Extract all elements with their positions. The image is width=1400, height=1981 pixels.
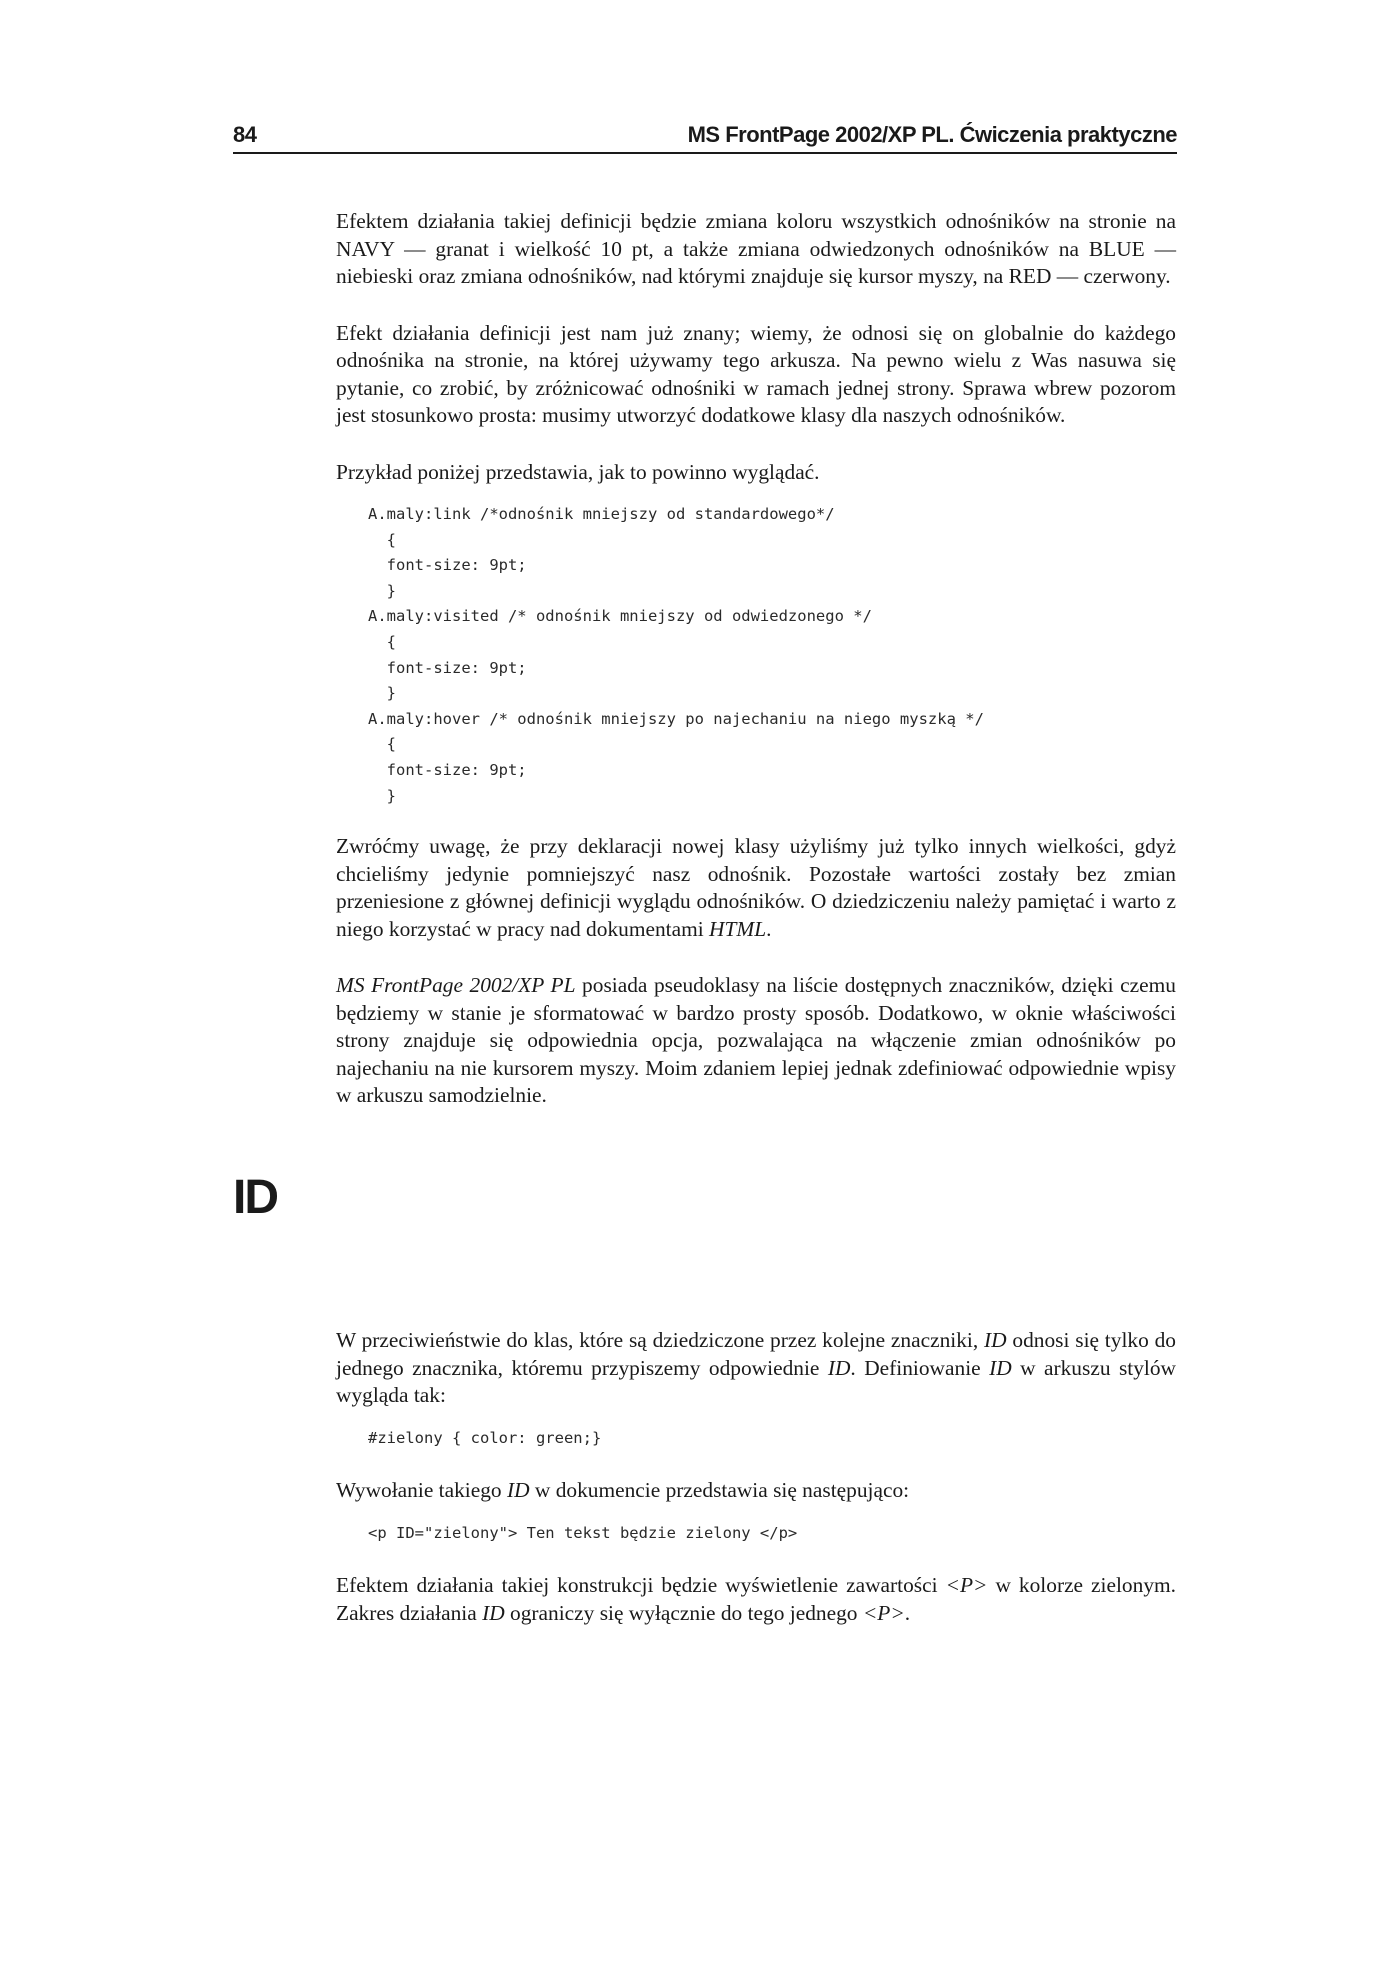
italic-html: HTML	[709, 916, 767, 941]
paragraph-global-definition: Efekt działania definicji jest nam już znany; wiemy, że odnosi się on globalnie do każdego odnośnika na stronie, na której używamy tego arkusza. Na pewno wielu z Was nasuwa się pytanie, co zrobić, by zróżnicować odnośniki w ramach jednej strony. Sprawa wbrew pozorom jest stosunkowo prosta: musimy utworzyć dodatkowe klasy dla naszych odnośników.	[336, 320, 1176, 427]
paragraph-id-effect: Efektem działania takiej konstrukcji będzie wyświetlenie zawartości <P> w kolorze zielonym. Zakres działania ID ograniczy się wyłącznie do tego jednego <P>.	[336, 1573, 1176, 1625]
page-body	[336, 208, 1176, 1139]
paragraph-example-intro: Przykład poniżej przedstawia, jak to powinno wyglądać.	[336, 459, 820, 484]
code-id-definition: #zielony { color: green;}	[368, 1428, 602, 1447]
paragraph-id-usage: Wywołanie takiego ID w dokumencie przedstawia się następująco:	[336, 1478, 910, 1503]
paragraph-pseudoclasses: MS FrontPage 2002/XP PL posiada pseudoklasy na liście dostępnych znaczników, dzięki czemu będziemy w stanie je sformatować w bardzo prosty sposób. Dodatkowo, w oknie właściwości strony znajduje się odpowiednia opcja, pozwalająca na włączenie zmian odnośników po najechaniu na nie kursorem myszy. Moim zdaniem lepiej jednak zdefiniować odpowiednie wpisy w arkuszu samodzielnie.	[336, 973, 1176, 1108]
running-title: MS FrontPage 2002/XP PL. Ćwiczenia praktyczne	[687, 122, 1177, 147]
code-id-usage: <p ID="zielony"> Ten tekst będzie zielony </p>	[368, 1523, 798, 1542]
paragraph-inheritance: Zwróćmy uwagę, że przy deklaracji nowej klasy użyliśmy już tylko innych wielkości, gdyż chcieliśmy jedynie pomniejszyć nasz odnośnik. Pozostałe wartości zostały bez zmian przeniesione z głównej definicji wyglądu odnośników. O dziedziczeniu należy pamiętać i warto z niego korzystać w pracy nad dokumentami HTML.	[336, 834, 1176, 941]
paragraph-link-colors: Efektem działania takiej definicji będzie zmiana koloru wszystkich odnośników na stronie na NAVY — granat i wielkość 10 pt, a także zmiana odwiedzonych odnośników na BLUE — niebieski oraz zmiana odnośników, nad którymi znajduje się kursor myszy, na RED — czerwony.	[336, 209, 1176, 288]
code-block-classes: A.maly:link /*odnośnik mniejszy od standardowego*/ { font-size: 9pt; } A.maly:visited /* odnośnik mniejszy od odwiedzonego */ { font-size: 9pt; } A.maly:hover /* odnośnik mniejszy po najechaniu na niego myszką */ { font-size: 9pt; }	[368, 505, 984, 805]
italic-product: MS FrontPage 2002/XP PL	[336, 973, 576, 998]
page-body-id-section	[336, 1327, 1176, 1656]
paragraph-id-intro: W przeciwieństwie do klas, które są dziedziczone przez kolejne znaczniki, ID odnosi się tylko do jednego znacznika, któremu przypiszemy odpowiednie ID. Definiowanie ID w arkuszu stylów wygląda tak:	[336, 1328, 1176, 1407]
page-header	[233, 120, 1177, 154]
page-number: 84	[233, 122, 257, 147]
section-heading-id: ID	[233, 1171, 277, 1224]
